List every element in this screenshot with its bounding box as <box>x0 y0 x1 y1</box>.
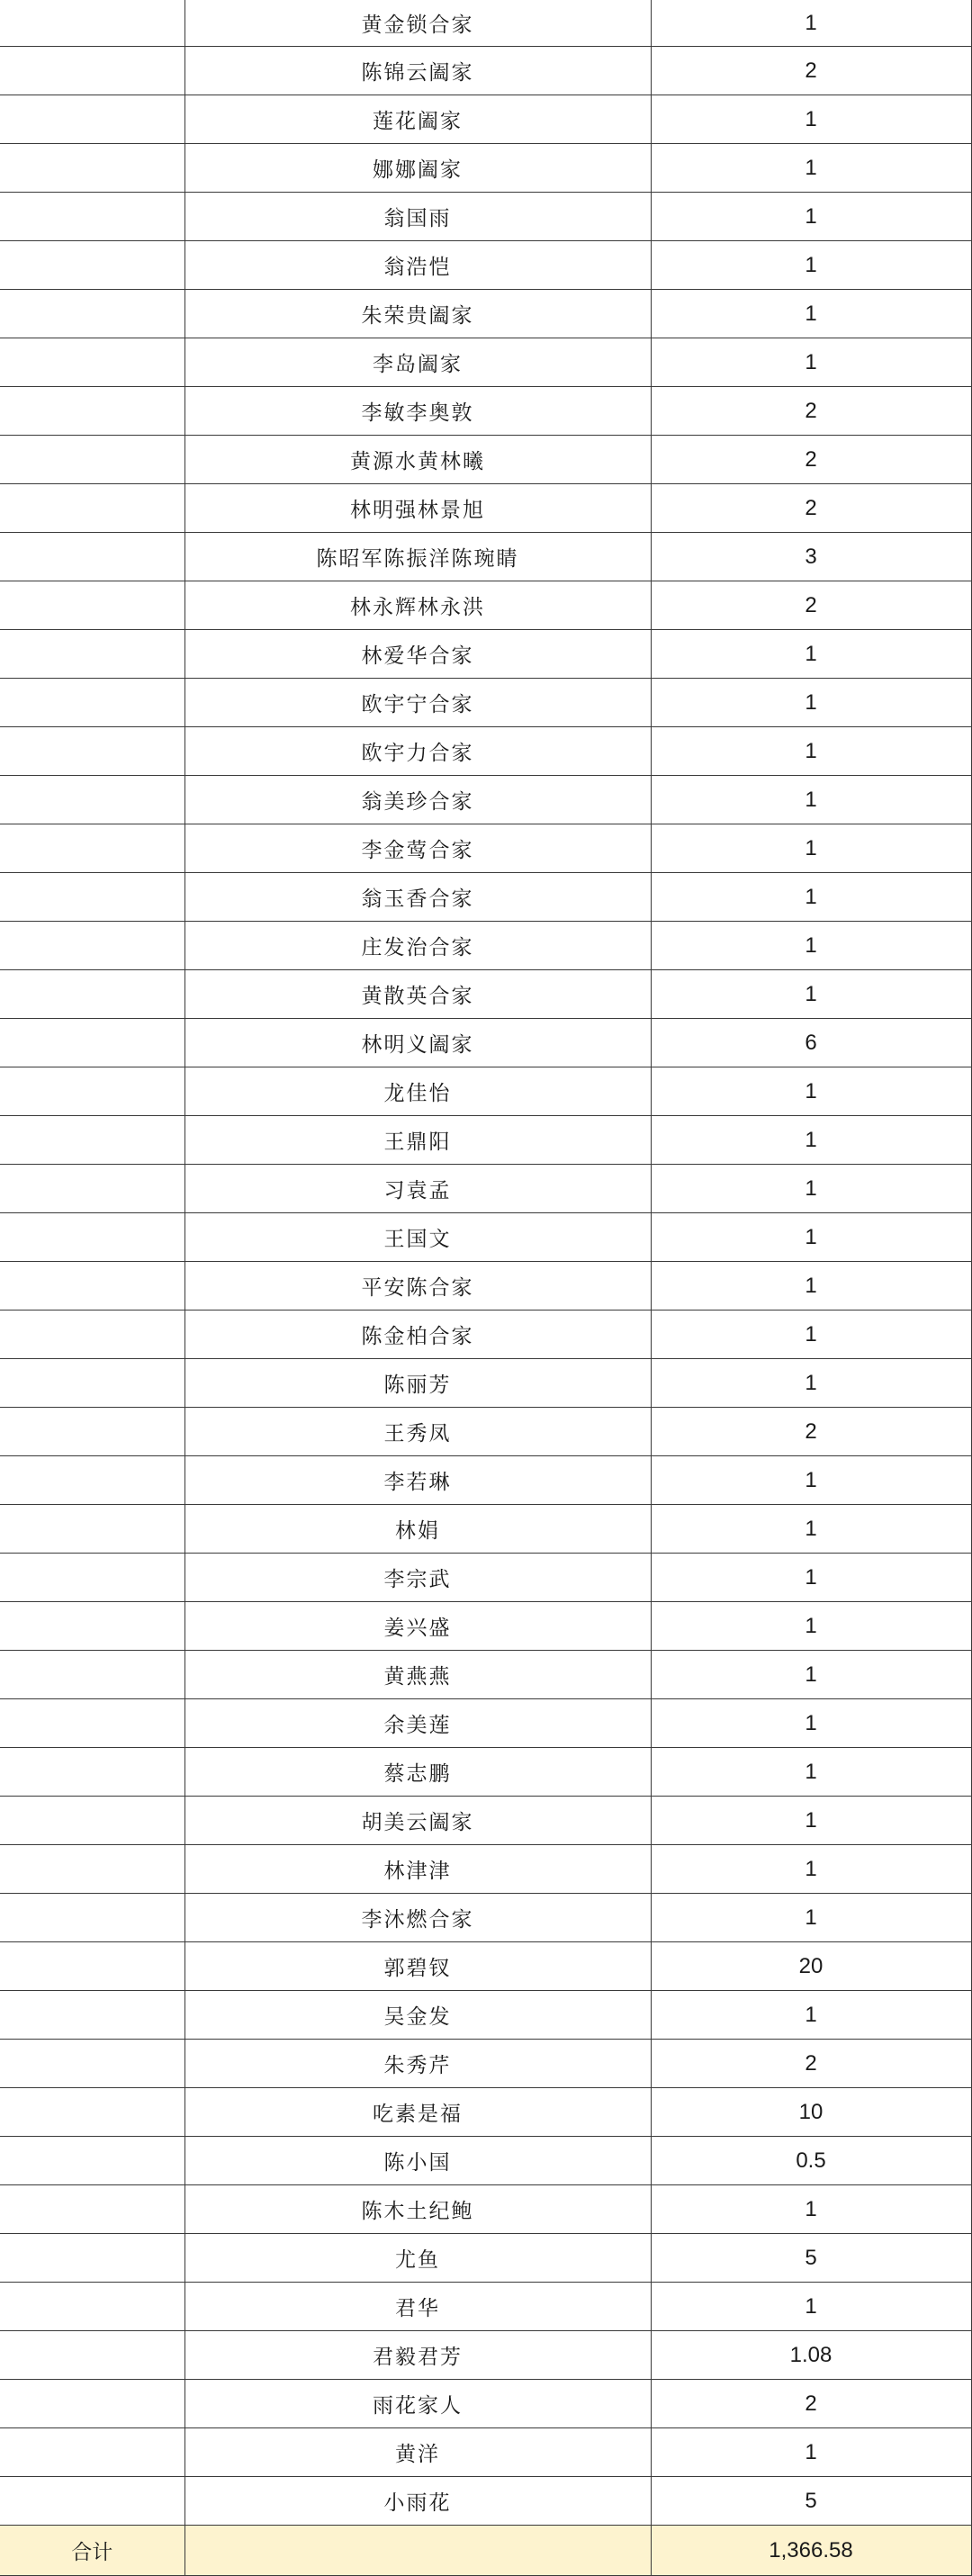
donor-name-cell: 郭碧钗 <box>184 1942 651 1991</box>
table-row <box>0 1505 971 1554</box>
table-row <box>0 1651 971 1699</box>
table-row <box>0 1699 971 1748</box>
index-cell <box>0 1456 184 1505</box>
table-row <box>0 922 971 970</box>
index-cell <box>0 2185 184 2234</box>
table-row <box>0 47 971 95</box>
index-cell <box>0 2428 184 2477</box>
amount-cell: 1 <box>651 727 971 776</box>
table-row <box>0 1116 971 1165</box>
donor-name-cell: 王国文 <box>184 1213 651 1262</box>
donor-name-cell: 林津津 <box>184 1845 651 1894</box>
amount-cell: 1 <box>651 1359 971 1408</box>
donor-name-cell: 朱荣贵阖家 <box>184 290 651 338</box>
table-row <box>0 2283 971 2331</box>
donor-name-cell: 莲花阖家 <box>184 95 651 144</box>
table-row <box>0 1845 971 1894</box>
donor-name-cell: 陈木土纪鲍 <box>184 2185 651 2234</box>
total-row <box>0 2526 971 2576</box>
index-cell <box>0 630 184 679</box>
amount-cell: 1 <box>651 1699 971 1748</box>
table-row <box>0 776 971 824</box>
table-row <box>0 387 971 436</box>
amount-cell: 1 <box>651 1894 971 1942</box>
donor-name-cell: 君毅君芳 <box>184 2331 651 2380</box>
index-cell <box>0 1359 184 1408</box>
amount-cell: 1 <box>651 970 971 1019</box>
amount-cell: 1 <box>651 873 971 922</box>
donor-name-cell: 翁美珍合家 <box>184 776 651 824</box>
amount-cell: 1 <box>651 1554 971 1602</box>
donor-name-cell: 林爱华合家 <box>184 630 651 679</box>
amount-cell: 2 <box>651 436 971 484</box>
index-cell <box>0 1748 184 1797</box>
donor-name-cell: 习袁孟 <box>184 1165 651 1213</box>
table-row <box>0 1019 971 1067</box>
donor-name-cell: 王秀凤 <box>184 1408 651 1456</box>
index-cell <box>0 1408 184 1456</box>
index-cell <box>0 2234 184 2283</box>
table-row <box>0 1602 971 1651</box>
donor-name-cell: 黄源水黄林曦 <box>184 436 651 484</box>
index-cell <box>0 776 184 824</box>
amount-cell: 1 <box>651 2185 971 2234</box>
amount-cell: 2 <box>651 2380 971 2428</box>
index-cell <box>0 679 184 727</box>
table-row <box>0 1408 971 1456</box>
amount-cell: 1 <box>651 144 971 193</box>
donor-name-cell: 李敏李奥敦 <box>184 387 651 436</box>
donor-name-cell: 娜娜阖家 <box>184 144 651 193</box>
index-cell <box>0 95 184 144</box>
donor-name-cell: 吃素是福 <box>184 2088 651 2137</box>
table-row <box>0 1991 971 2040</box>
amount-cell: 1 <box>651 1505 971 1554</box>
donor-name-cell: 翁玉香合家 <box>184 873 651 922</box>
amount-cell: 2 <box>651 47 971 95</box>
index-cell <box>0 1311 184 1359</box>
index-cell <box>0 1067 184 1116</box>
table-row <box>0 2040 971 2088</box>
donor-name-cell: 李若琳 <box>184 1456 651 1505</box>
index-cell <box>0 1554 184 1602</box>
amount-cell: 1 <box>651 1797 971 1845</box>
total-amount: 1,366.58 <box>651 2526 971 2576</box>
donor-name-cell: 黄散英合家 <box>184 970 651 1019</box>
table-row <box>0 1554 971 1602</box>
donor-name-cell: 李沐燃合家 <box>184 1894 651 1942</box>
table-row <box>0 727 971 776</box>
index-cell <box>0 338 184 387</box>
donor-name-cell: 蔡志鹏 <box>184 1748 651 1797</box>
table-row <box>0 1942 971 1991</box>
amount-cell: 1 <box>651 630 971 679</box>
table-row <box>0 824 971 873</box>
table-row <box>0 0 971 47</box>
amount-cell: 1 <box>651 1067 971 1116</box>
amount-cell: 1 <box>651 1602 971 1651</box>
index-cell <box>0 1019 184 1067</box>
index-cell <box>0 2331 184 2380</box>
amount-cell: 2 <box>651 484 971 533</box>
table-row <box>0 241 971 290</box>
index-cell <box>0 1602 184 1651</box>
amount-cell: 1 <box>651 2428 971 2477</box>
donor-name-cell: 欧宇力合家 <box>184 727 651 776</box>
donor-name-cell: 林永辉林永洪 <box>184 581 651 630</box>
index-cell <box>0 290 184 338</box>
table-row <box>0 1359 971 1408</box>
table-row <box>0 193 971 241</box>
amount-cell: 1 <box>651 1651 971 1699</box>
amount-cell: 1 <box>651 241 971 290</box>
index-cell <box>0 727 184 776</box>
index-cell <box>0 1845 184 1894</box>
index-cell <box>0 1116 184 1165</box>
donor-name-cell: 尤鱼 <box>184 2234 651 2283</box>
table-row <box>0 144 971 193</box>
table-row <box>0 970 971 1019</box>
table-row <box>0 2477 971 2526</box>
table-row <box>0 533 971 581</box>
donor-name-cell: 林娟 <box>184 1505 651 1554</box>
donor-name-cell: 朱秀芹 <box>184 2040 651 2088</box>
donor-name-cell: 翁浩恺 <box>184 241 651 290</box>
amount-cell: 1 <box>651 2283 971 2331</box>
table-row <box>0 95 971 144</box>
donor-name-cell: 黄燕燕 <box>184 1651 651 1699</box>
index-cell <box>0 241 184 290</box>
amount-cell: 1 <box>651 0 971 47</box>
amount-cell: 1 <box>651 922 971 970</box>
donor-name-cell: 林明义阖家 <box>184 1019 651 1067</box>
amount-cell: 1 <box>651 1748 971 1797</box>
donor-name-cell: 黄洋 <box>184 2428 651 2477</box>
amount-cell: 1 <box>651 1991 971 2040</box>
index-cell <box>0 2040 184 2088</box>
donor-name-cell: 王鼎阳 <box>184 1116 651 1165</box>
donor-name-cell: 欧宇宁合家 <box>184 679 651 727</box>
index-cell <box>0 1262 184 1311</box>
donor-name-cell: 李金莺合家 <box>184 824 651 873</box>
index-cell <box>0 1894 184 1942</box>
amount-cell: 6 <box>651 1019 971 1067</box>
amount-cell: 2 <box>651 2040 971 2088</box>
total-label: 合计 <box>0 2526 184 2576</box>
amount-cell: 1.08 <box>651 2331 971 2380</box>
donor-name-cell: 黄金锁合家 <box>184 0 651 47</box>
amount-cell: 1 <box>651 1213 971 1262</box>
donor-name-cell: 陈金柏合家 <box>184 1311 651 1359</box>
table-row <box>0 484 971 533</box>
amount-cell: 10 <box>651 2088 971 2137</box>
donor-name-cell: 君华 <box>184 2283 651 2331</box>
table-row <box>0 1311 971 1359</box>
index-cell <box>0 1991 184 2040</box>
table-row <box>0 436 971 484</box>
table-row <box>0 1262 971 1311</box>
amount-cell: 1 <box>651 193 971 241</box>
table-row <box>0 338 971 387</box>
index-cell <box>0 193 184 241</box>
table-row <box>0 2234 971 2283</box>
table-row <box>0 1748 971 1797</box>
amount-cell: 5 <box>651 2477 971 2526</box>
table-row <box>0 581 971 630</box>
donor-name-cell: 翁国雨 <box>184 193 651 241</box>
donor-name-cell: 李岛阖家 <box>184 338 651 387</box>
table-row <box>0 2380 971 2428</box>
index-cell <box>0 1699 184 1748</box>
index-cell <box>0 1505 184 1554</box>
amount-cell: 1 <box>651 1456 971 1505</box>
donor-name-cell: 陈小国 <box>184 2137 651 2185</box>
amount-cell: 1 <box>651 776 971 824</box>
table-row <box>0 2331 971 2380</box>
index-cell <box>0 873 184 922</box>
table-row <box>0 2088 971 2137</box>
amount-cell: 5 <box>651 2234 971 2283</box>
table-row <box>0 1797 971 1845</box>
amount-cell: 0.5 <box>651 2137 971 2185</box>
donor-name-cell: 陈昭军陈振洋陈琬睛 <box>184 533 651 581</box>
table-row <box>0 2137 971 2185</box>
amount-cell: 2 <box>651 1408 971 1456</box>
amount-cell: 1 <box>651 824 971 873</box>
table-row <box>0 1067 971 1116</box>
table-row <box>0 679 971 727</box>
index-cell <box>0 387 184 436</box>
amount-cell: 3 <box>651 533 971 581</box>
donor-name-cell: 陈锦云阖家 <box>184 47 651 95</box>
donor-name-cell: 陈丽芳 <box>184 1359 651 1408</box>
table-row <box>0 1894 971 1942</box>
donor-name-cell: 胡美云阖家 <box>184 1797 651 1845</box>
table-row <box>0 630 971 679</box>
total-empty-cell <box>184 2526 651 2576</box>
index-cell <box>0 2137 184 2185</box>
table-row <box>0 1213 971 1262</box>
donor-name-cell: 林明强林景旭 <box>184 484 651 533</box>
index-cell <box>0 436 184 484</box>
amount-cell: 2 <box>651 387 971 436</box>
index-cell <box>0 2380 184 2428</box>
index-cell <box>0 1213 184 1262</box>
index-cell <box>0 2477 184 2526</box>
amount-cell: 1 <box>651 1262 971 1311</box>
donor-name-cell: 庄发治合家 <box>184 922 651 970</box>
table-row <box>0 2185 971 2234</box>
table-row <box>0 873 971 922</box>
index-cell <box>0 1797 184 1845</box>
index-cell <box>0 922 184 970</box>
index-cell <box>0 484 184 533</box>
amount-cell: 2 <box>651 581 971 630</box>
index-cell <box>0 970 184 1019</box>
amount-cell: 20 <box>651 1942 971 1991</box>
index-cell <box>0 1165 184 1213</box>
index-cell <box>0 47 184 95</box>
amount-cell: 1 <box>651 1165 971 1213</box>
donor-name-cell: 李宗武 <box>184 1554 651 1602</box>
donor-name-cell: 龙佳怡 <box>184 1067 651 1116</box>
donor-name-cell: 平安陈合家 <box>184 1262 651 1311</box>
donor-name-cell: 姜兴盛 <box>184 1602 651 1651</box>
table-row <box>0 1456 971 1505</box>
table-row <box>0 2428 971 2477</box>
index-cell <box>0 824 184 873</box>
donor-name-cell: 吴金发 <box>184 1991 651 2040</box>
donor-name-cell: 余美莲 <box>184 1699 651 1748</box>
amount-cell: 1 <box>651 338 971 387</box>
index-cell <box>0 2283 184 2331</box>
index-cell <box>0 533 184 581</box>
index-cell <box>0 0 184 47</box>
index-cell <box>0 1651 184 1699</box>
amount-cell: 1 <box>651 1311 971 1359</box>
index-cell <box>0 1942 184 1991</box>
donor-name-cell: 小雨花 <box>184 2477 651 2526</box>
index-cell <box>0 2088 184 2137</box>
index-cell <box>0 144 184 193</box>
amount-cell: 1 <box>651 290 971 338</box>
amount-cell: 1 <box>651 679 971 727</box>
amount-cell: 1 <box>651 1116 971 1165</box>
donor-name-cell: 雨花家人 <box>184 2380 651 2428</box>
table-row <box>0 1165 971 1213</box>
amount-cell: 1 <box>651 1845 971 1894</box>
table-row <box>0 290 971 338</box>
amount-cell: 1 <box>651 95 971 144</box>
index-cell <box>0 581 184 630</box>
